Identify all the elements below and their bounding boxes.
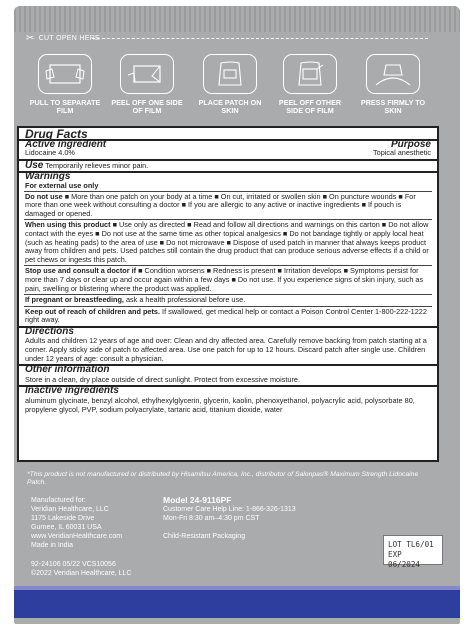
step-3 [191, 54, 269, 115]
when-using-label: When using this product [25, 220, 111, 230]
external-use-only: For external use only [25, 180, 99, 190]
lot-number: LOT TL6/01 [388, 540, 434, 549]
package-code: 92-24106 05/22 VCS10056 [31, 561, 116, 568]
expiry-date: EXP 06/2024 [388, 550, 421, 569]
other-information-text: Store in a clean, dry place outside of direct sunlight. Protect from excessive moisture. [25, 374, 300, 384]
press-skin-icon [366, 54, 420, 94]
model-number: Model 24-9116PF [163, 495, 232, 505]
do-not-use-label: Do not use [25, 191, 63, 201]
customer-care-line: Customer Care Help Line: 1-866-326-1313 [163, 506, 296, 513]
active-ingredient-purpose: Topical anesthetic [372, 148, 431, 158]
step-5-label: PRESS FIRMLY TO SKIN [360, 98, 426, 115]
manufacturer-origin: Made in India [31, 542, 74, 549]
step-4-label: PEEL OFF OTHER SIDE OF FILM [278, 98, 342, 115]
copyright-line: ©2022 Veridian Healthcare, LLC [31, 570, 132, 577]
active-ingredient-name: Lidocaine 4.0% [25, 148, 75, 158]
when-using-section [19, 220, 437, 265]
peel-film-icon [120, 54, 174, 94]
disclaimer-text: *This product is not manufactured or distributed by Hisamitsu America, Inc., distributor of Salonpas® Maximum Strength Lidocaine Patch. [27, 471, 419, 486]
pull-hands-icon [38, 54, 92, 94]
active-ingredient-row [19, 149, 437, 158]
drug-facts-title: Drug Facts [25, 127, 88, 141]
cut-dashed-line [92, 38, 428, 39]
stop-use-label: Stop use and consult a doctor if [25, 266, 137, 276]
do-not-use-text: ■ More than one patch on your body at a time ■ On cut, irritated or swollen skin ■ On puncture wounds ■ For more than one week without consulting a doctor ■ If you are allergic to any active or inactive ingredients ■ If pouch is damaged or opened. [25, 191, 416, 218]
use-label: Use [25, 159, 44, 171]
children-text: If swallowed, get medical help or contact a Poison Control Center 1-800-222-1222 right away. [25, 306, 427, 325]
do-not-use-section [19, 192, 437, 220]
use-text: Temporarily relieves minor pain. [45, 160, 149, 170]
step-1-label: PULL TO SEPARATE FILM [29, 98, 101, 115]
children-label: Keep out of reach of children and pets. [25, 306, 161, 316]
purpose-header: Purpose [390, 138, 431, 150]
directions-header: Directions [25, 325, 74, 337]
top-crimp-seal [14, 6, 460, 32]
manufacturer-line-3: 1175 Lakeside Drive [31, 515, 95, 522]
model-block [163, 496, 296, 541]
manufacturer-line-2: Veridian Healthcare, LLC [31, 506, 109, 513]
bottom-seal-edge [14, 586, 460, 590]
inactive-ingredients-text: aluminum glycinate, benzyl alcohol, ethylhexylglycerin, glycerin, kaolin, phenoxyethanol, polyacrylic acid, polysorbate 80, propylene glycol, PVP, sodium polyacrylate, tartaric acid, titanium dioxide, water [25, 396, 415, 414]
stop-use-section [19, 266, 437, 294]
manufacturer-line-4: Gurnee, IL 60031 USA [31, 524, 102, 531]
peel-other-icon [283, 54, 337, 94]
step-2 [108, 54, 186, 115]
cut-open-label: CUT OPEN HERE [38, 35, 101, 42]
children-section [19, 307, 437, 326]
active-ingredient-header: Active ingredient [25, 138, 107, 150]
manufacturer-website: www.VeridianHealthcare.com [31, 533, 123, 540]
when-using-text: ■ Use only as directed ■ Read and follow all directions and warnings on this carton ■ Do not allow contact with the eyes ■ Do not use at the same time as other topical analgesics ■ Do not bandage tightly or apply local heat (such as heating pads) to the area of use ■ Do not microwave ■ Dispose of used patch in manner that always keeps product away from children and pets. Used patches still contain the drug product that can produce serious adverse effects if a child or pet chews or ingests this patch. [25, 220, 429, 264]
place-patch-icon [203, 54, 257, 94]
lot-expiry-sticker [383, 535, 443, 569]
directions-text: Adults and children 12 years of age and over: Clean and dry affected area. Carefully remove backing from patch starting at a corner. Apply sticky side of patch to affected area. Use one patch for up to 12 hours. Discard patch after single use. Children under 12 years of age: consult a physician. [25, 336, 427, 363]
inactive-ingredients-header: Inactive ingredients [25, 385, 119, 397]
drug-facts-panel [17, 126, 439, 462]
step-5 [354, 54, 432, 115]
customer-care-hours: Mon-Fri 8:30 am–4:30 pm CST [163, 515, 260, 522]
pregnancy-label: If pregnant or breastfeeding, [25, 295, 124, 305]
step-4 [271, 54, 349, 115]
bottom-seal-stripe [14, 586, 460, 618]
pregnancy-text: ask a health professional before use. [125, 295, 246, 305]
stop-use-text: ■ Condition worsens ■ Redness is present ■ Irritation develops ■ Symptoms persist for more than 7 days or clear up and occur again within a few days ■ Do not use. If you experience signs of skin injury, such as pain, swelling or blistering where the product was applied. [25, 266, 424, 293]
step-1 [26, 54, 104, 115]
scissors-icon: ✂ [26, 33, 35, 44]
step-3-label: PLACE PATCH ON SKIN [198, 98, 262, 115]
cut-open-indicator [26, 33, 100, 44]
other-information-header: Other information [25, 364, 110, 376]
warnings-header: Warnings [25, 171, 71, 183]
use-row [19, 161, 437, 172]
child-resistant-label: Child-Resistant Packaging [163, 533, 246, 540]
step-2-label: PEEL OFF ONE SIDE OF FILM [111, 98, 183, 115]
manufacturer-block [31, 496, 132, 578]
manufacturer-line-1: Manufactured for: [31, 497, 86, 504]
pregnancy-section [19, 295, 437, 306]
